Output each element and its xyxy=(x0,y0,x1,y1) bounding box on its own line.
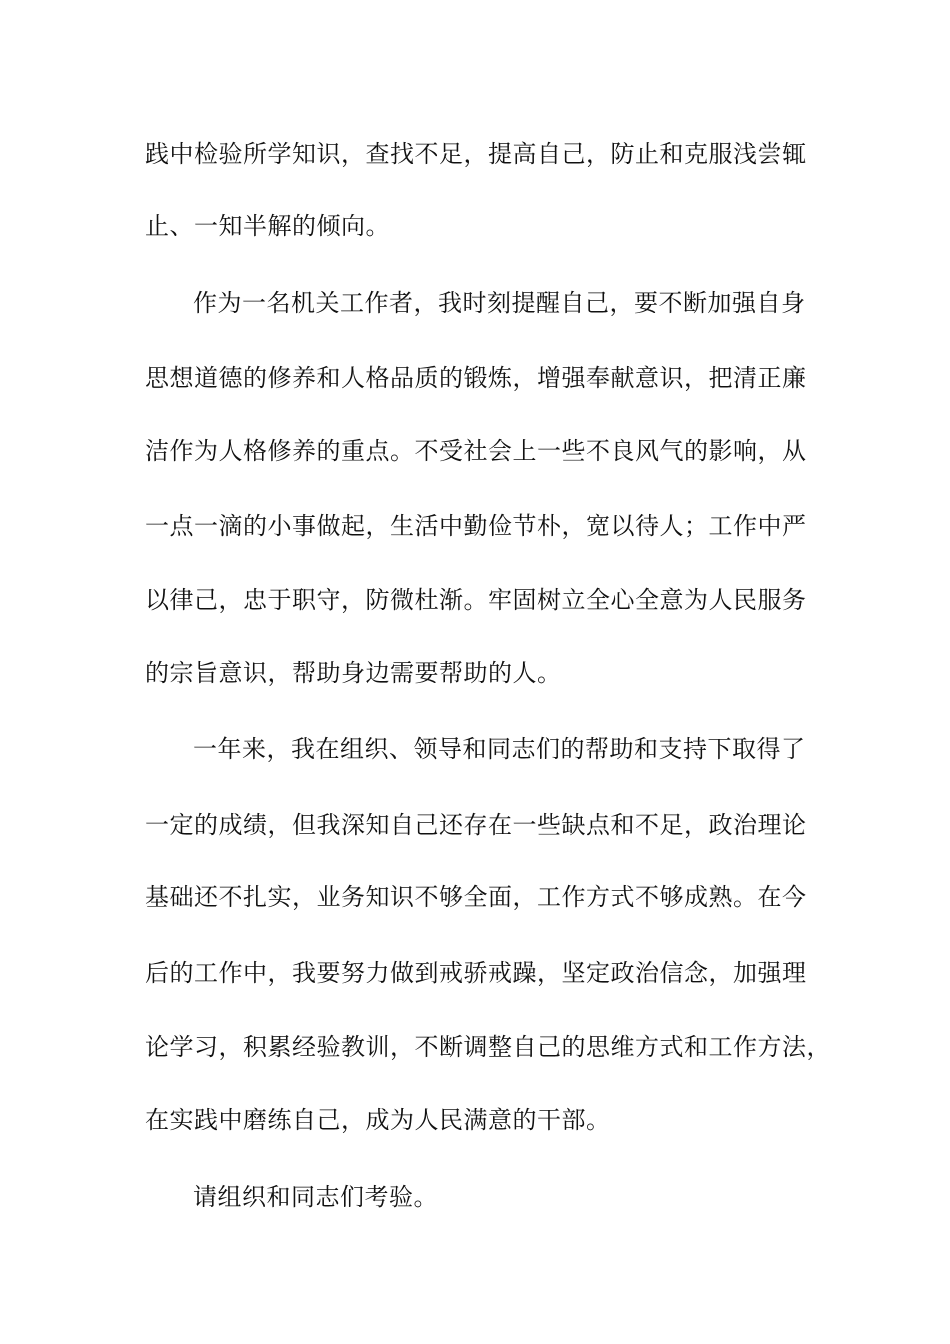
text-line: 一定的成绩，但我深知自己还存在一些缺点和不足，政治理论 xyxy=(145,811,807,839)
text-line: 洁作为人格修养的重点。不受社会上一些不良风气的影响，从 xyxy=(145,437,807,465)
paragraph-start-line: 请组织和同志们考验。 xyxy=(193,1183,438,1211)
text-line: 论学习，积累经验教训，不断调整自己的思维方式和工作方法， xyxy=(145,1033,831,1061)
paragraph-start-line: 作为一名机关工作者，我时刻提醒自己，要不断加强自身 xyxy=(193,289,806,317)
text-line: 后的工作中，我要努力做到戒骄戒躁，坚定政治信念，加强理 xyxy=(145,959,807,987)
text-line: 践中检验所学知识，查找不足，提高自己，防止和克服浅尝辄 xyxy=(145,140,807,168)
text-line: 基础还不扎实，业务知识不够全面，工作方式不够成熟。在今 xyxy=(145,883,807,911)
text-line: 止、一知半解的倾向。 xyxy=(145,212,390,240)
text-line: 在实践中磨练自己，成为人民满意的干部。 xyxy=(145,1106,611,1134)
text-line: 的宗旨意识，帮助身边需要帮助的人。 xyxy=(145,659,562,687)
text-line: 思想道德的修养和人格品质的锻炼，增强奉献意识，把清正廉 xyxy=(145,364,807,392)
text-line: 一点一滴的小事做起，生活中勤俭节朴，宽以待人；工作中严 xyxy=(145,512,807,540)
paragraph-start-line: 一年来，我在组织、领导和同志们的帮助和支持下取得了 xyxy=(193,735,806,763)
text-line: 以律己，忠于职守，防微杜渐。牢固树立全心全意为人民服务 xyxy=(145,586,807,614)
